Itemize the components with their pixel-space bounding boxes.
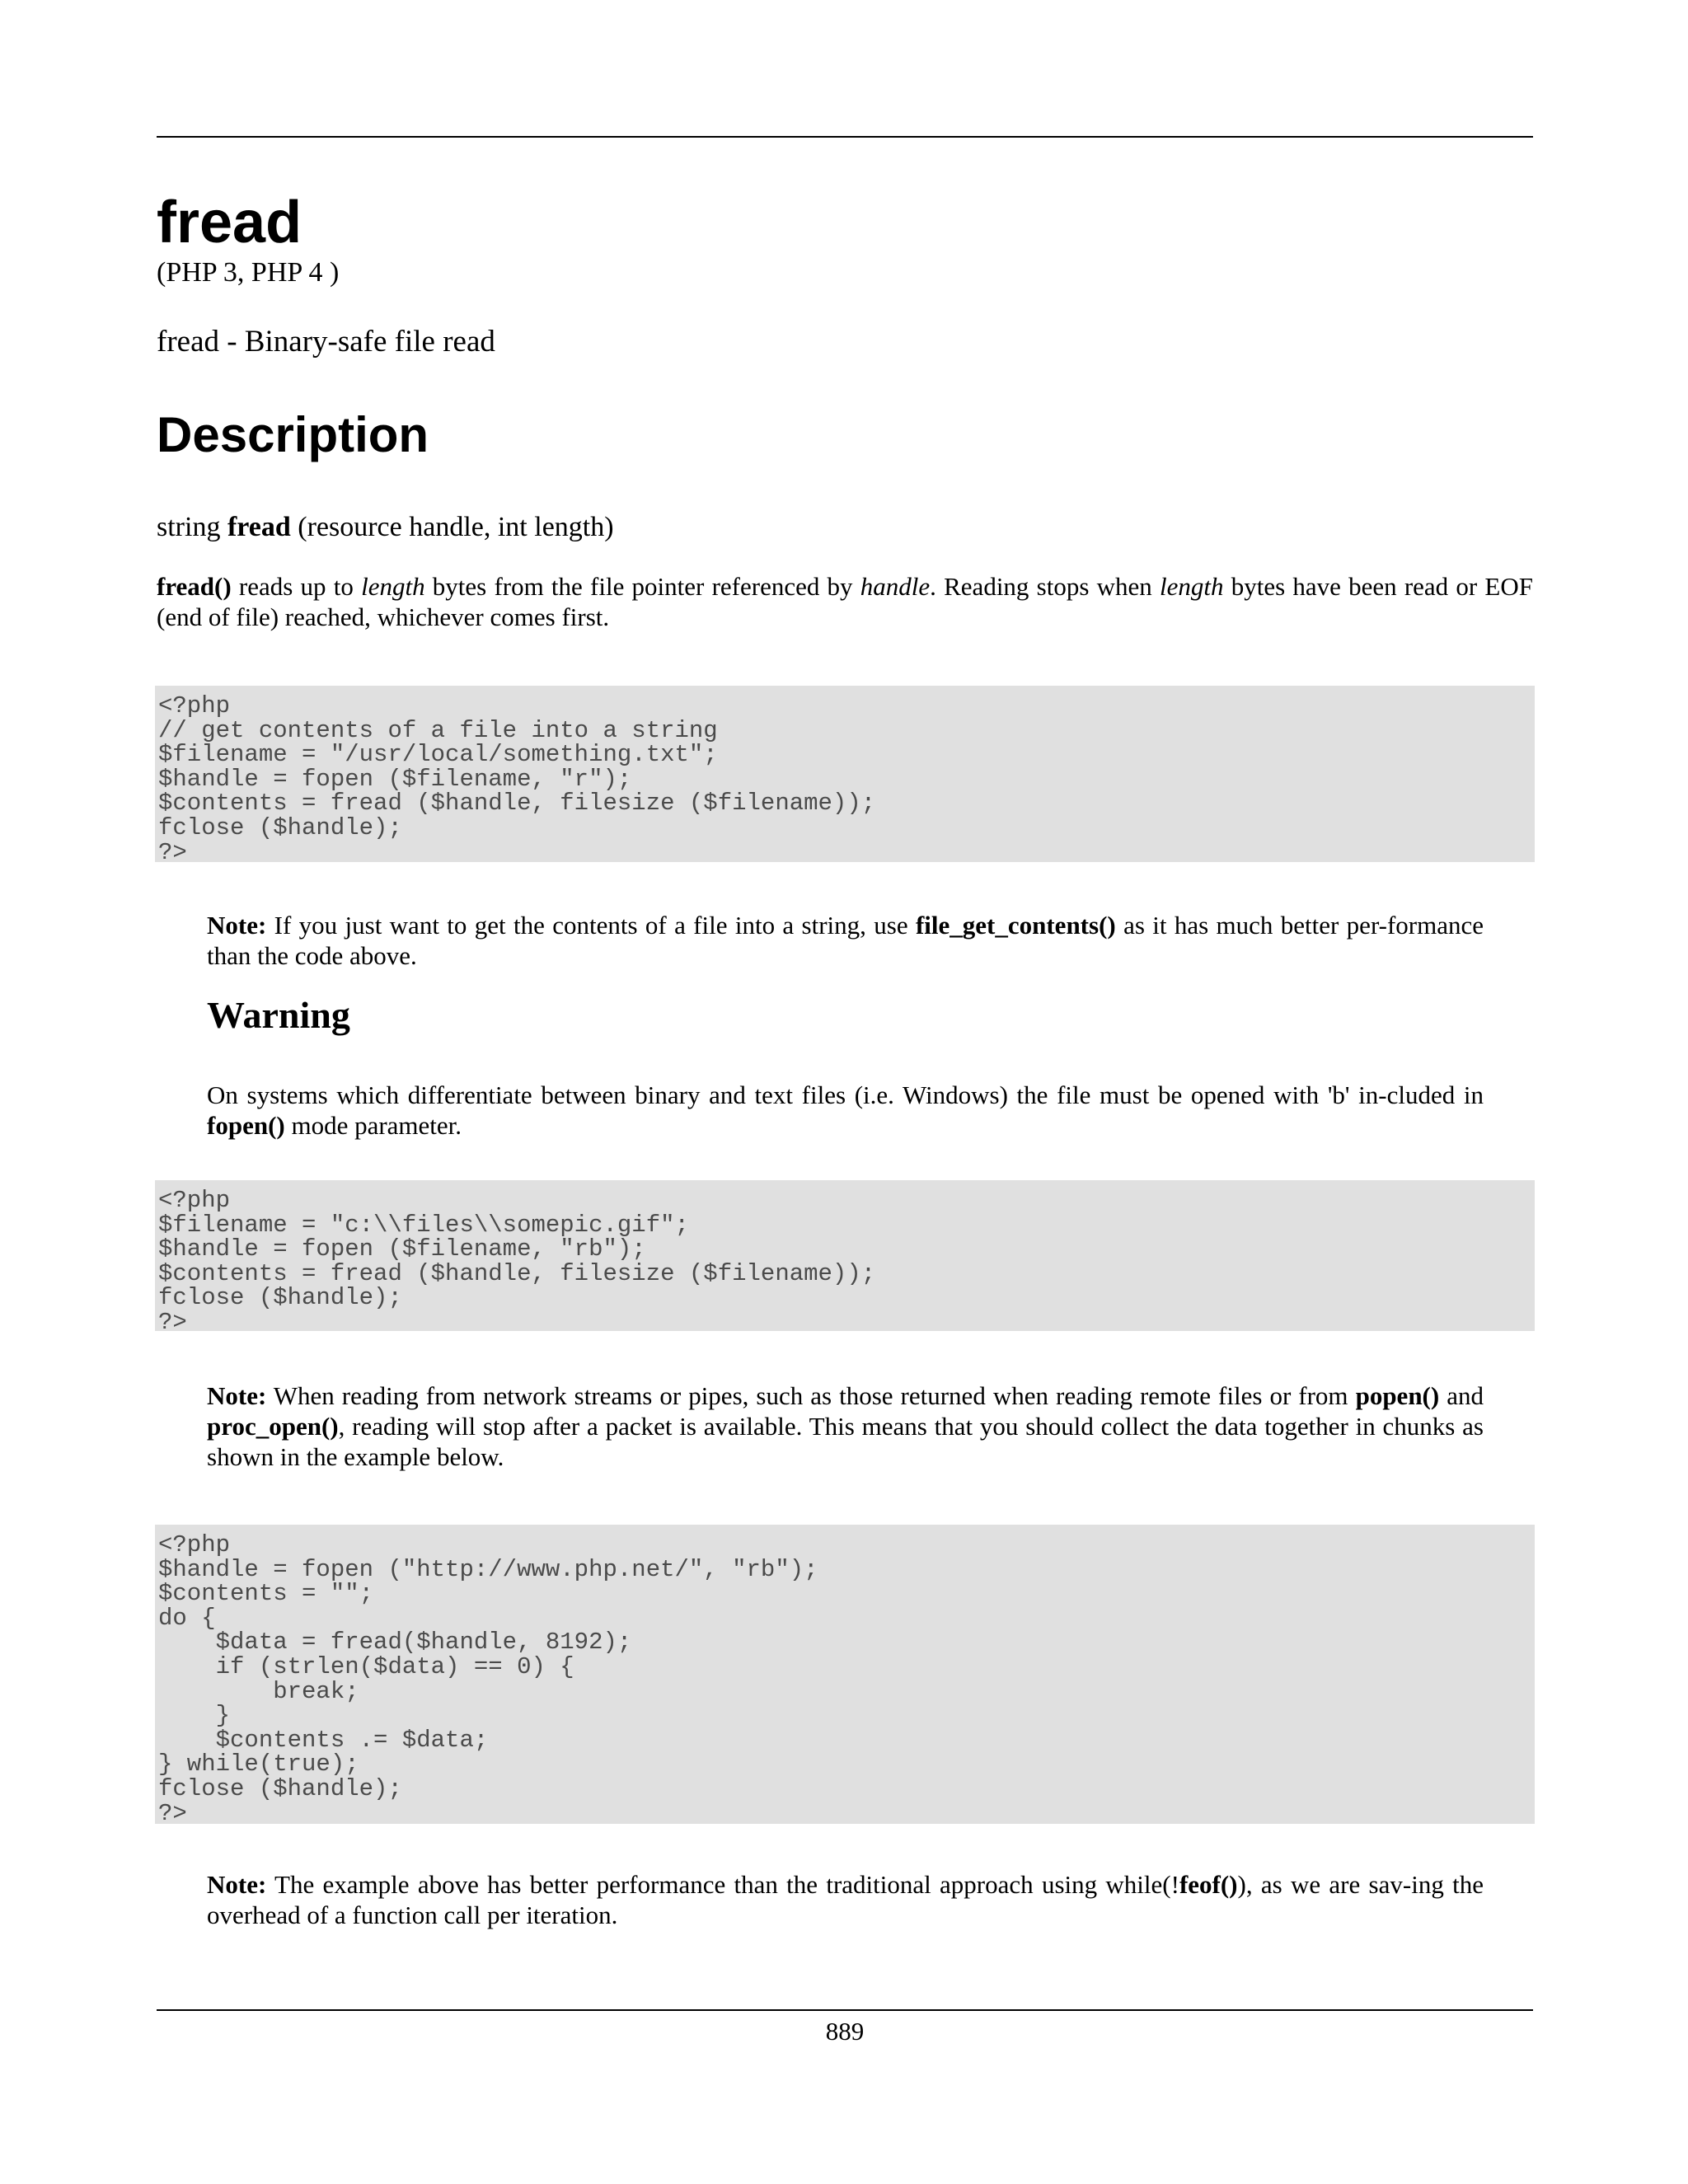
param-ref: length — [1159, 572, 1224, 601]
function-params: (resource handle, int length) — [298, 512, 614, 542]
description-paragraph — [157, 571, 1533, 632]
note-file-get-contents — [207, 910, 1484, 971]
code-listing: <?php // get contents of a file into a string $filename = "/usr/local/something.txt"; $handle = fopen ($filename, "r"); $contents = fread ($handle, filesize ($filename)); fclose ($handle); ?> — [158, 692, 876, 866]
text-span: as it has much better per-formance than the code above. — [207, 911, 1484, 970]
warning-text — [207, 1080, 1484, 1141]
php-versions: (PHP 3, PHP 4 ) — [157, 257, 340, 288]
function-ref: fread() — [157, 572, 232, 601]
page-number: 889 — [825, 2017, 865, 2046]
text-span: reads up to — [231, 572, 362, 601]
warning-heading: Warning — [207, 994, 350, 1036]
param-ref: length — [361, 572, 425, 601]
text-span: If you just want to get the contents of a file into a string, use — [266, 911, 916, 940]
function-ref: popen() — [1355, 1381, 1440, 1410]
text-span: and — [1439, 1381, 1484, 1410]
text-span: ), as we are sav-ing the overhead of a function call per iteration. — [207, 1870, 1484, 1929]
manual-page — [157, 0, 1533, 2184]
text-span: When reading from network streams or pipes, such as those returned when reading remote files or from — [266, 1381, 1356, 1410]
page-title: fread — [157, 190, 302, 255]
note-network-streams — [207, 1380, 1484, 1472]
text-span: On systems which differentiate between binary and text files (i.e. Windows) the file must be opened with 'b' in-cluded in — [207, 1080, 1484, 1109]
function-ref: file_get_contents() — [915, 911, 1116, 940]
text-span: bytes from the file pointer referenced by — [424, 572, 860, 601]
text-span: bytes have been read or EOF (end of file) reached, whichever comes first. — [157, 572, 1533, 631]
function-synopsis — [157, 511, 614, 544]
code-example-1 — [155, 686, 1535, 866]
ref-purpose: fread - Binary-safe file read — [157, 325, 495, 359]
code-listing: <?php $handle = fopen ("http://www.php.net/", "rb"); $contents = ""; do { $data = fread($handle, 8192); if (strlen($data) == 0) { break; } $contents .= $data; } while(true); fclose ($handle); ?> — [158, 1531, 818, 1827]
note-label: Note: — [207, 1381, 267, 1410]
description-heading: Description — [157, 407, 429, 462]
text-span: The example above has better performance than the traditional approach using while(! — [266, 1870, 1179, 1899]
text-span: . Reading stops when — [930, 572, 1160, 601]
function-ref: proc_open() — [207, 1412, 339, 1441]
param-ref: handle — [860, 572, 931, 601]
function-ref: fopen() — [207, 1111, 285, 1140]
note-performance — [207, 1869, 1484, 1930]
footer-rule — [157, 2009, 1533, 2011]
note-label: Note: — [207, 1870, 267, 1899]
text-span: , reading will stop after a packet is available. This means that you should collect the data together in chunks as shown in the example below. — [207, 1412, 1484, 1471]
code-example-3 — [155, 1525, 1535, 1827]
function-name: fread — [227, 512, 291, 542]
text-span: mode parameter. — [284, 1111, 462, 1140]
header-rule — [157, 136, 1533, 138]
function-ref: feof() — [1179, 1870, 1238, 1899]
note-label: Note: — [207, 911, 267, 940]
return-type: string — [157, 512, 221, 542]
code-listing: <?php $filename = "c:\\files\\somepic.gif"; $handle = fopen ($filename, "rb"); $contents = fread ($handle, filesize ($filename)); fclose ($handle); ?> — [158, 1187, 876, 1336]
code-example-2 — [155, 1180, 1535, 1336]
